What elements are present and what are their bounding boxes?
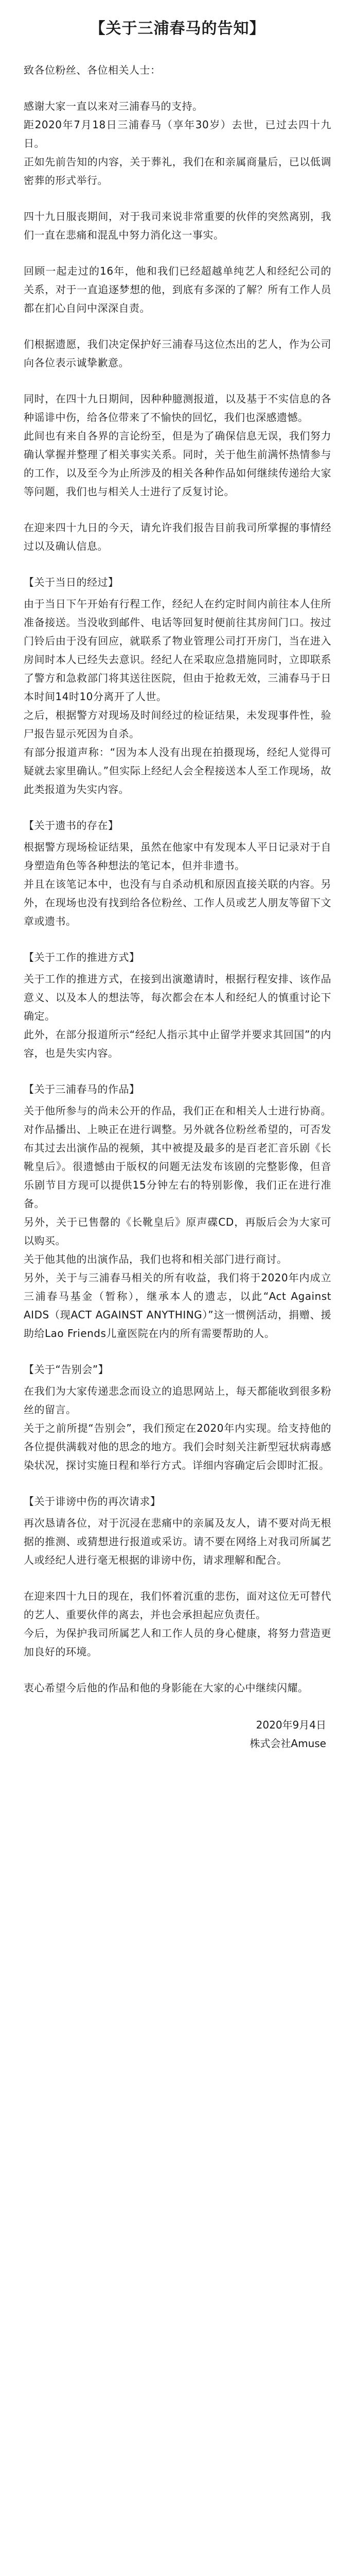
section-heading: 【关于三浦春马的作品】	[24, 1083, 140, 1095]
section-request	[24, 1492, 331, 1661]
intro-line-1: 感谢大家一直以来对三浦春马的支持。	[24, 100, 203, 112]
section-paragraph: 并且在该笔记本中，也没有与自杀动机和原因直接关联的内容。另外，在现场也没有找到给各位粉丝、工作人员或艺人朋友等留下文章或遗书。	[24, 878, 331, 927]
paragraph-6: 此间也有来自各界的言论纷至，但是为了确保信息无误，我们努力确认掌握并整理了相关事实关系。同时，关于他生前满怀热情参与的工作，以及至今为止所涉及的相关各种作品如何继续传递给大家等问题，我们也与相关人士进行了反复讨论。	[24, 430, 331, 498]
section-paragraph: 此外，在部分报道所示“经纪人指示其中止留学并要求其回国”的内容，也是失实内容。	[24, 1028, 331, 1059]
section-paragraph: 在我们为大家传递悲念而设立的追思网站上，每天都能收到很多粉丝的留言。	[24, 1385, 331, 1416]
section-works	[24, 1080, 331, 1343]
section-farewell	[24, 1360, 331, 1475]
section-paragraph: 关于他其他的出演作品，我们也将和相关部门进行商讨。	[24, 1253, 288, 1265]
section-paragraph: 再次恳请各位，对于沉浸在悲痛中的亲属及友人，请不要对尚无根据的推测、或猜想进行报道或采访。请不要在网络上对我司所属艺人或经纪人进行毫无根据的诽谤中伤，请求理解和配合。	[24, 1517, 331, 1566]
section-paragraph: 另外，关于已售罄的《长靴皇后》原声碟CD，再版后会为大家可以购买。	[24, 1216, 331, 1247]
title-wrap	[24, 14, 331, 43]
section-paragraph: 关于之前所提“告别会”，我们预定在2020年内实现。给支持他的各位提供满载对他的思念的地方。我们会时刻关注新型冠状病毒感染状况，探讨实施日程和举行方式。详细内容确定后会即时汇报。	[24, 1422, 331, 1471]
section-paragraph: 今后，为保护我司所属艺人和工作人员的身心健康，将努力营造更加良好的环境。	[24, 1627, 331, 1658]
section-heading: 【关于当日的经过】	[24, 576, 119, 588]
section-paragraph: 根据警方现场检证结果，虽然在他家中有发现本人平日记录对于自身塑造角色等各种想法的笔记本，但并非遗书。	[24, 841, 331, 872]
section-heading: 【关于诽谤中伤的再次请求】	[24, 1495, 161, 1507]
section-heading: 【关于工作的推进方式】	[24, 951, 140, 963]
intro-line-3: 正如先前告知的内容，关于葬礼，我们在和亲属商量后，已以低调密葬的形式举行。	[24, 156, 331, 187]
section-paragraph: 之后，根据警方对现场及时间经过的检证结果，未发现事件性，验尸报告显示死因为自杀。	[24, 709, 331, 740]
section-heading: 【关于遗书的存在】	[24, 819, 119, 832]
date: 2020年9月4日	[256, 1719, 326, 1731]
intro-line-2: 距2020年7月18日三浦春马（享年30岁）去世，已过去四十九日。	[24, 118, 331, 149]
paragraph-7: 在迎来四十九日的今天，请允许我们报告目前我司所掌握的事情经过以及确认信息。	[24, 521, 331, 552]
section-paragraph: 在迎来四十九日的现在，我们怀着沉重的悲伤，面对这位无可替代的艺人、重要伙伴的离去，并也会承担起应负责任。	[24, 1590, 331, 1621]
company-name: 株式会社Amuse	[250, 1737, 326, 1750]
greeting: 致各位粉丝、各位相关人士：	[24, 64, 161, 76]
paragraph-4: 们根据遗愿，我们决定保护好三浦春马这位杰出的艺人，作为公司向各位表示诚挚歉意。	[24, 338, 331, 369]
section-heading: 【关于“告别会”】	[24, 1363, 109, 1376]
section-paragraph: 关于工作的推进方式，在接到出演邀请时，根据行程安排、该作品意义、以及本人的想法等，每次都会在本人和经纪人的慎重讨论下确定。	[24, 973, 331, 1022]
paragraph-3: 回顾一起走过的16年，他和我们已经超越单纯艺人和经纪公司的关系，对于一直追逐梦想的他，到底有多深的了解？所有工作人员都在扪心自问中深深自责。	[24, 265, 331, 314]
section-day-events	[24, 573, 331, 799]
section-paragraph: 由于当日下午开始有行程工作，经纪人在约定时间内前往本人住所准备接送。当没收到邮件、电话等回复时便前往其房间门口。按过门铃后由于没有回应，就联系了物业管理公司打开房门，当在进入房间时本人已经失去意识。经纪人在采取应急措施同时，立即联系了警方和急救部门将其送往医院，但由于抢救无效，三浦春马于日本时间14时10分离开了人世。	[24, 598, 331, 703]
signature-block	[24, 1716, 331, 1753]
paragraph-5: 同时，在四十九日期间，因种种臆测报道，以及基于不实信息的各种谣诽中伤，给各位带来了不愉快的回忆，我们也深感遗憾。	[24, 393, 331, 423]
page-title: 【关于三浦春马的告知】	[90, 20, 265, 38]
section-paragraph: 有部分报道声称：“因为本人没有出现在拍摄现场，经纪人觉得可疑就去家里确认。”但实际上经纪人会全程接送本人至工作现场，故此类报道为失实内容。	[24, 746, 331, 795]
paragraph-2: 四十九日服丧期间，对于我司来说非常重要的伙伴的突然离别，我们一直在悲痛和混乱中努力消化这一事实。	[24, 210, 331, 241]
section-paragraph: 另外，关于与三浦春马相关的所有收益，我们将于2020年内成立三浦春马基金（暂称），继承本人的遗志，以此“Act Against AIDS（现ACT AGAINST ANYTHING）”这一惯例活动，捐赠、援助给Lao Friends儿童医院在内的所有需要帮助的人。	[24, 1272, 331, 1340]
section-paragraph: 关于他所参与的尚未公开的作品，我们正在和相关人士进行协商。对作品播出、上映正在进行调整。另外就各位粉丝希望的，可否发布其过去出演作品的视频，其中被提及最多的是百老汇音乐剧《长靴皇后》。很遗憾由于版权的问题无法发布该剧的完整影像，但音乐剧节目方现可以提供15分钟左右的特别影像，我们正在进行准备。	[24, 1105, 331, 1210]
closing-paragraph: 衷心希望今后他的作品和他的身影能在大家的心中继续闪耀。	[24, 1682, 309, 1694]
section-will	[24, 816, 331, 930]
section-work	[24, 948, 331, 1062]
